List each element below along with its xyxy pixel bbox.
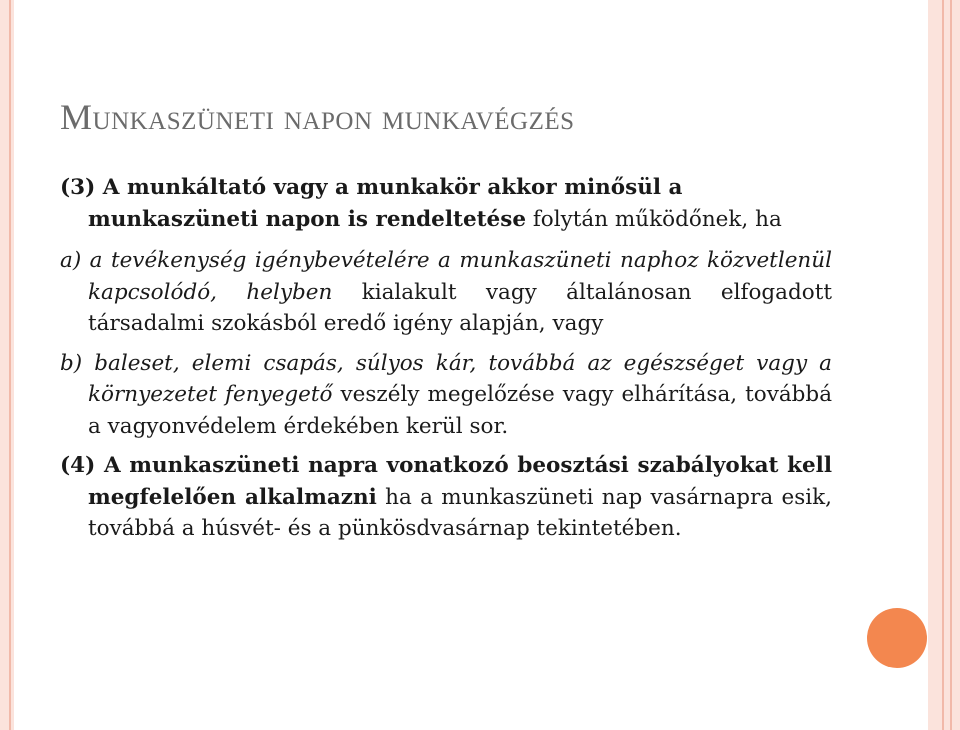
paragraph-a-rest: kialakult vagy általánosan elfogadott társadalmi szokásból eredő igény alapján, vagy [88, 279, 832, 336]
paragraph-3-rest: folytán működőnek, ha [526, 206, 782, 232]
paragraph-b-italic: b) baleset, elemi csapás, súlyos kár, továbbá az egészséget vagy a környezetet fenyegető [60, 350, 832, 407]
paragraph-3 [60, 172, 832, 235]
paragraph-a-italic: a) a tevékenység igénybevételére a munkaszüneti naphoz közvetlenül kapcsolódó, helyben [60, 248, 832, 305]
paragraph-a [60, 245, 832, 340]
left-border-decoration [0, 0, 14, 730]
slide-title: Munkaszüneti napon munkavégzés [60, 97, 575, 137]
paragraph-b [60, 348, 832, 443]
paragraph-4 [60, 450, 832, 545]
paragraph-4-bold: (4) A munkaszüneti napra vonatkozó beosztási szabályokat kell megfelelően alkalmazni [60, 453, 832, 510]
slide-body [60, 172, 832, 547]
paragraph-b-rest: veszély megelőzése vagy elhárítása, továbbá a vagyonvédelem érdekében kerül sor. [88, 382, 833, 439]
paragraph-4-rest: ha a munkaszüneti nap vasárnapra esik, továbbá a húsvét- és a pünkösdvasárnap tekintetében. [88, 484, 832, 541]
decorative-orange-circle [867, 608, 927, 668]
right-border-decoration [928, 0, 960, 730]
paragraph-3-bold: (3) A munkáltató vagy a munkakör akkor minősül a munkaszüneti napon is rendeltetése [60, 175, 683, 232]
